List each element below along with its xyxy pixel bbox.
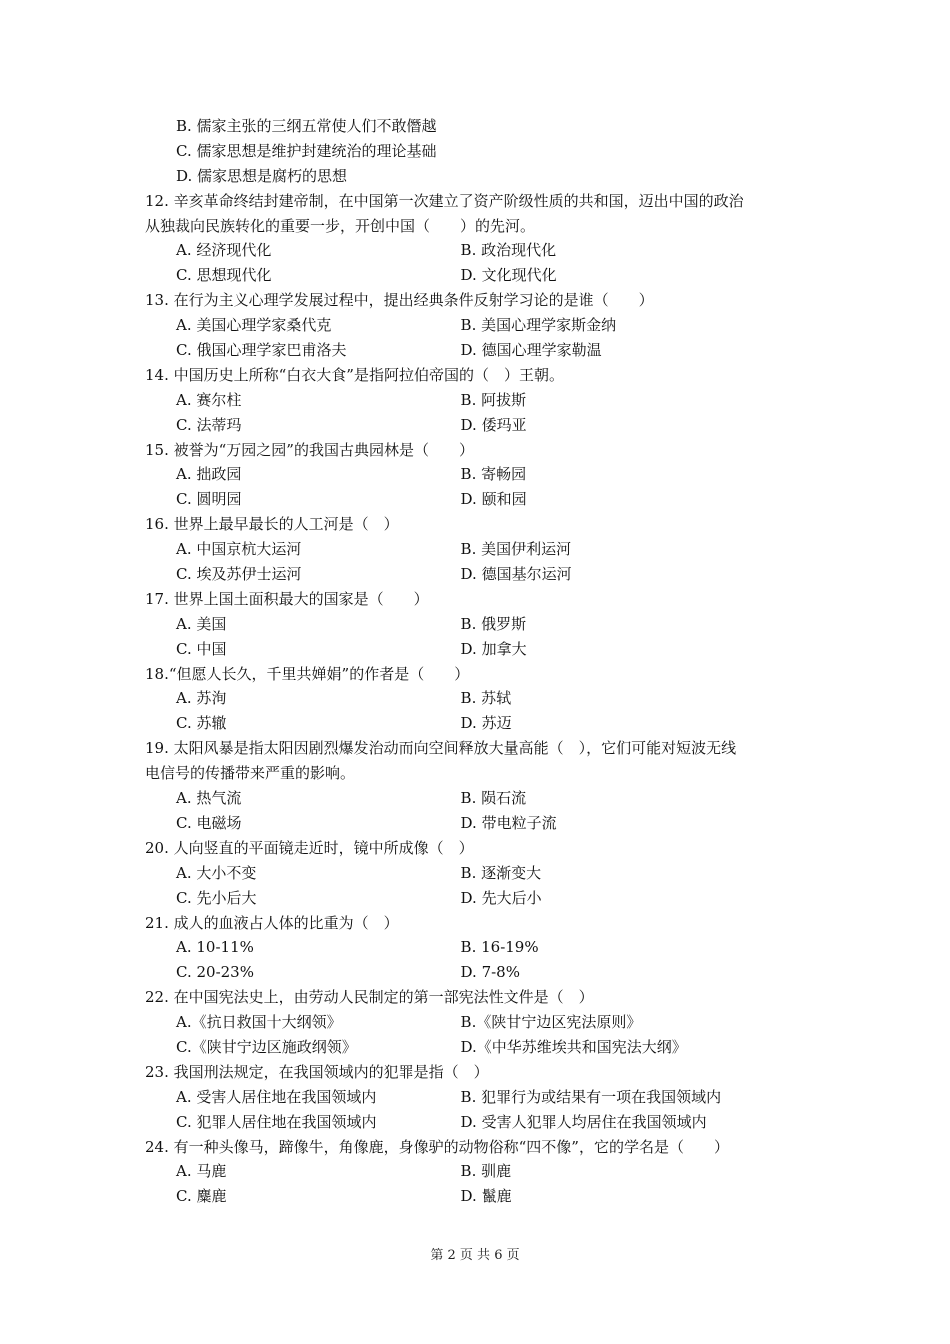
q20-option-c: C. 先小后大	[176, 888, 257, 907]
q13-option-a: A. 美国心理学家桑代克	[176, 316, 332, 335]
question-list	[145, 114, 810, 1209]
q24-option-d: D. 鬣鹿	[460, 1187, 512, 1206]
q19-option-d: D. 带电粒子流	[460, 813, 557, 832]
q14-options-row2	[145, 413, 810, 438]
q18-option-a: A. 苏洵	[176, 689, 227, 708]
q21-options-row2	[145, 960, 810, 985]
q16-options-row1	[145, 537, 810, 562]
q21-text: 21. 成人的血液占人体的比重为（ ）	[145, 913, 399, 932]
q16-option-b: B. 美国伊利运河	[460, 540, 572, 559]
q18-option-c: C. 苏辙	[176, 714, 227, 733]
q20-option-b: B. 逐渐变大	[460, 863, 542, 882]
q23-option-c: C. 犯罪人居住地在我国领域内	[176, 1112, 377, 1131]
q14-text: 14. 中国历史上所称“白衣大食”是指阿拉伯帝国的（ ）王朝。	[145, 365, 564, 384]
q15-options-row1	[145, 462, 810, 487]
q12-option-b: B. 政治现代化	[460, 241, 557, 260]
q12-option-a: A. 经济现代化	[176, 241, 272, 260]
q23-text: 23. 我国刑法规定，在我国领域内的犯罪是指（ ）	[145, 1062, 489, 1081]
q18-text: 18.“但愿人长久，千里共婵娟”的作者是（ ）	[145, 664, 470, 683]
q22-options-row2	[145, 1035, 810, 1060]
q19-options-row1	[145, 786, 810, 811]
q14-option-a: A. 赛尔柱	[176, 390, 242, 409]
q21-option-d: D. 7-8%	[460, 963, 520, 982]
q22-text: 22. 在中国宪法史上，由劳动人民制定的第一部宪法性文件是（ ）	[145, 988, 594, 1007]
q11-option-d: D. 儒家思想是腐朽的思想	[176, 166, 348, 185]
q19-option-c: C. 电磁场	[176, 813, 242, 832]
q19-option-b: B. 陨石流	[460, 789, 527, 808]
q18-option-b: B. 苏轼	[460, 689, 512, 708]
q12-text-line2: 从独裁向民族转化的重要一步，开创中国（ ）的先河。	[145, 216, 536, 235]
q16-options-row2	[145, 562, 810, 587]
page-number-footer: 第 2 页 共 6 页	[430, 1248, 520, 1263]
q21-option-b: B. 16-19%	[460, 938, 539, 957]
q17-option-c: C. 中国	[176, 639, 227, 658]
q18-options-row2	[145, 711, 810, 736]
q15-option-d: D. 颐和园	[460, 490, 527, 509]
q20-option-a: A. 大小不变	[176, 863, 257, 882]
q14-option-d: D. 倭玛亚	[460, 415, 527, 434]
q18-options-row1	[145, 686, 810, 711]
q15-option-c: C. 圆明园	[176, 490, 242, 509]
q24-option-a: A. 马鹿	[176, 1162, 227, 1181]
q16-option-c: C. 埃及苏伊士运河	[176, 565, 302, 584]
q11-option-c: C. 儒家思想是维护封建统治的理论基础	[176, 141, 437, 160]
q19-text-line2: 电信号的传播带来严重的影响。	[145, 764, 356, 783]
q14-option-c: C. 法蒂玛	[176, 415, 242, 434]
q14-option-b: B. 阿拔斯	[460, 390, 527, 409]
q13-text: 13. 在行为主义心理学发展过程中，提出经典条件反射学习论的是谁（ ）	[145, 291, 654, 310]
q22-option-d: D.《中华苏维埃共和国宪法大纲》	[460, 1037, 687, 1056]
q19-option-a: A. 热气流	[176, 789, 242, 808]
q24-options-row2	[145, 1184, 810, 1209]
q15-options-row2	[145, 487, 810, 512]
q17-options-row2	[145, 637, 810, 662]
q18-option-d: D. 苏迈	[460, 714, 512, 733]
q12-options-row1	[145, 238, 810, 263]
q17-option-a: A. 美国	[176, 614, 227, 633]
q12-text-line1: 12. 辛亥革命终结封建帝制，在中国第一次建立了资产阶级性质的共和国，迈出中国的政治	[145, 191, 744, 210]
q13-options-row1	[145, 313, 810, 338]
q23-option-d: D. 受害人犯罪人均居住在我国领域内	[460, 1112, 707, 1131]
q24-option-c: C. 麋鹿	[176, 1187, 227, 1206]
q21-option-a: A. 10-11%	[176, 938, 254, 957]
q13-option-d: D. 德国心理学家勒温	[460, 341, 602, 360]
q13-option-c: C. 俄国心理学家巴甫洛夫	[176, 341, 347, 360]
q19-text-line1: 19. 太阳风暴是指太阳因剧烈爆发治动而向空间释放大量高能（ ），它们可能对短波无线	[145, 739, 737, 758]
q14-options-row1	[145, 388, 810, 413]
q24-text: 24. 有一种头像马，蹄像牛，角像鹿，身像驴的动物俗称“四不像”，它的学名是（ ）	[145, 1137, 729, 1156]
q17-option-b: B. 俄罗斯	[460, 614, 527, 633]
q15-option-a: A. 拙政园	[176, 465, 242, 484]
q22-option-c: C.《陕甘宁边区施政纲领》	[176, 1037, 357, 1056]
q22-options-row1	[145, 1010, 810, 1035]
q19-options-row2	[145, 811, 810, 836]
q24-options-row1	[145, 1159, 810, 1184]
q16-option-d: D. 德国基尔运河	[460, 565, 572, 584]
q20-options-row1	[145, 861, 810, 886]
q23-option-b: B. 犯罪行为或结果有一项在我国领域内	[460, 1087, 722, 1106]
q12-options-row2	[145, 263, 810, 288]
q11-option-b: B. 儒家主张的三纲五常使人们不敢僭越	[176, 117, 437, 135]
q22-option-b: B.《陕甘宁边区宪法原则》	[460, 1013, 642, 1032]
q20-text: 20. 人向竖直的平面镜走近时，镜中所成像（ ）	[145, 838, 474, 857]
q17-text: 17. 世界上国土面积最大的国家是（ ）	[145, 589, 429, 608]
q23-options-row2	[145, 1110, 810, 1135]
q12-option-d: D. 文化现代化	[460, 266, 557, 285]
q21-options-row1	[145, 935, 810, 960]
q20-options-row2	[145, 886, 810, 911]
q13-options-row2	[145, 338, 810, 363]
q23-option-a: A. 受害人居住地在我国领域内	[176, 1087, 377, 1106]
q15-option-b: B. 寄畅园	[460, 465, 527, 484]
q13-option-b: B. 美国心理学家斯金纳	[460, 316, 617, 335]
q16-text: 16. 世界上最早最长的人工河是（ ）	[145, 515, 399, 534]
q12-option-c: C. 思想现代化	[176, 266, 272, 285]
q17-options-row1	[145, 612, 810, 637]
q17-option-d: D. 加拿大	[460, 639, 527, 658]
q23-options-row1	[145, 1085, 810, 1110]
q20-option-d: D. 先大后小	[460, 888, 542, 907]
q24-option-b: B. 驯鹿	[460, 1162, 512, 1181]
q22-option-a: A.《抗日救国十大纲领》	[176, 1013, 342, 1032]
q16-option-a: A. 中国京杭大运河	[176, 540, 302, 559]
q21-option-c: C. 20-23%	[176, 963, 254, 982]
q15-text: 15. 被誉为“万园之园”的我国古典园林是（ ）	[145, 440, 474, 459]
